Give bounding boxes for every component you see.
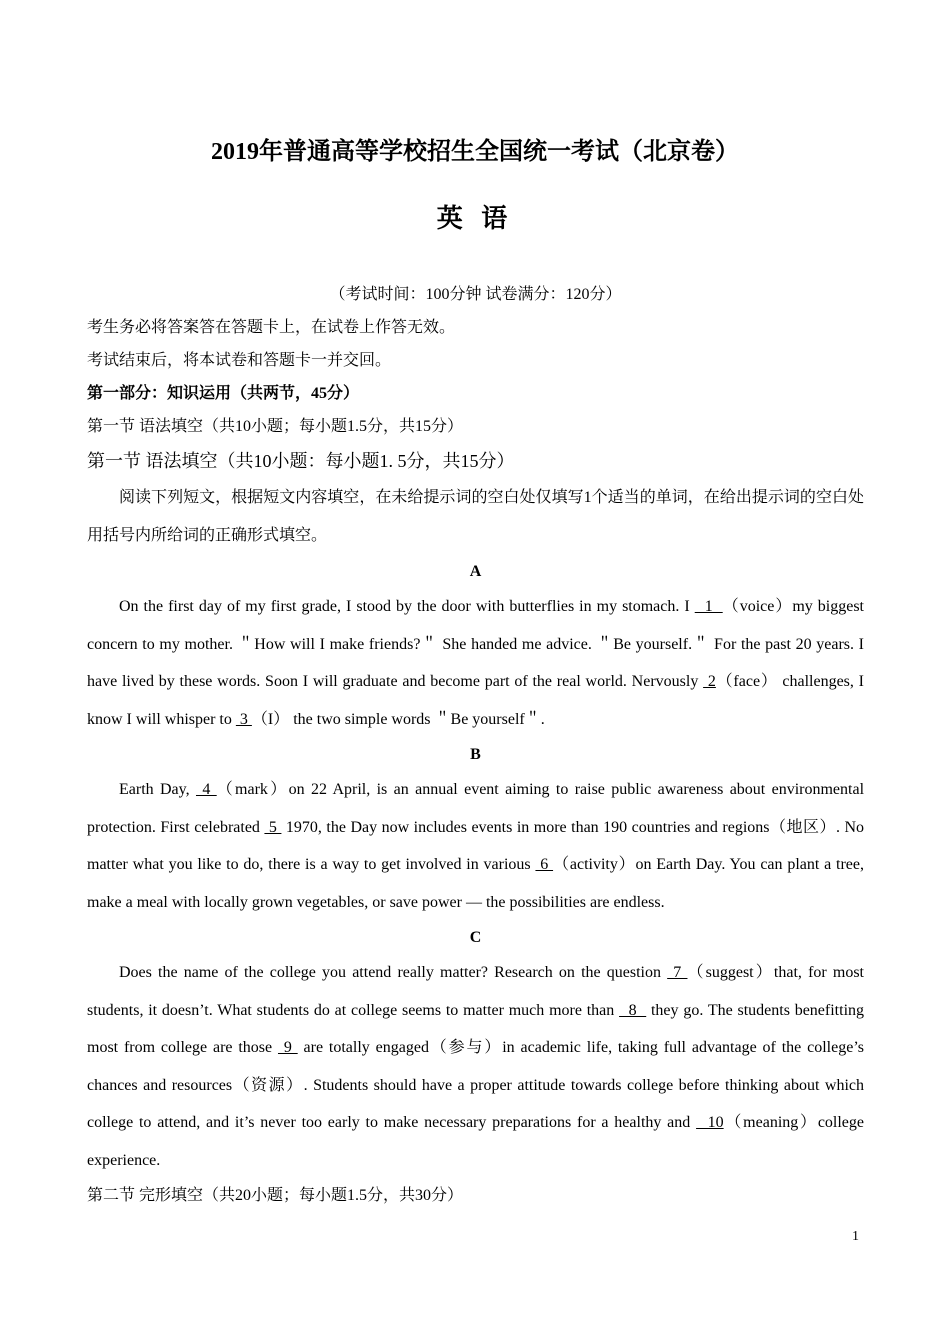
passage-a: [87, 588, 864, 738]
passage-text: （voice）my biggest concern to my mother. ＂How will I make friends?＂ She handed me advice. ＂Be yourself.＂ For the past 20 years. I have lived by these words. Soon I will graduate and become part of the real world. Nervously: [87, 598, 864, 690]
passage-text: are totally engaged（参与）in academic life, taking full advantage of the college’s chances and resources（资源）. Students should have a proper attitude towards college before thinking about which college to attend, and it’s never too early to make necessary preparations for a healthy and: [87, 1039, 864, 1131]
passage-text: Earth Day,: [119, 781, 196, 798]
instructions: 阅读下列短文，根据短文内容填空，在未给提示词的空白处仅填写1个适当的单词，在给出提示词的空白处用括号内所给词的正确形式填空。: [87, 489, 864, 544]
subject-title: 英 语: [436, 204, 514, 233]
blank-10: 10: [696, 1114, 724, 1131]
passage-text: On the first day of my first grade, I stood by the door with butterflies in my stomach. I: [119, 598, 695, 615]
passage-text: 1970, the Day now includes events in more than 190 countries and regions（地区）. No matter what you like to do, there is a way to get involved in various: [87, 818, 865, 873]
passage-text: Does the name of the college you attend really matter? Research on the question: [119, 964, 668, 981]
notice-1: 考生务必将答案答在答题卡上，在试卷上作答无效。: [87, 319, 456, 336]
section1-title-repeat: 第一节 语法填空（共10小题：每小题1. 5分，共15分）: [87, 451, 515, 471]
part1-title: 第一部分：知识运用（共两节，45分）: [87, 385, 360, 402]
passage-text: （meaning）college experience.: [87, 1114, 865, 1169]
section2-title: 第二节 完形填空（共20小题；每小题1.5分，共30分）: [87, 1187, 464, 1204]
exam-info: （考试时间：100分钟 试卷满分：120分）: [329, 286, 622, 303]
blank-7: 7: [667, 964, 688, 981]
section1-title: 第一节 语法填空（共10小题；每小题1.5分，共15分）: [87, 418, 464, 435]
passage-c: [87, 954, 864, 1179]
passage-a-label: A: [469, 563, 482, 580]
blank-5: 5: [264, 818, 282, 836]
blank-1: 1: [694, 598, 723, 615]
blank-4: 4: [195, 781, 217, 798]
passage-text: （mark）on 22 April, is an annual event aiming to raise public awareness about environmental protection. First celebrated: [87, 781, 865, 836]
blank-2: 2: [703, 673, 716, 690]
notice-2: 考试结束后，将本试卷和答题卡一并交回。: [87, 352, 392, 369]
page-content: [87, 278, 864, 1212]
passage-b: [87, 771, 864, 921]
passage-b-label: B: [470, 746, 481, 763]
passage-text: （I） the two simple words ＂Be yourself＂.: [251, 710, 545, 728]
blank-9: 9: [277, 1039, 298, 1056]
passage-text: they go. The students benefitting most from college are those: [87, 1001, 865, 1056]
passage-c-label: C: [469, 929, 482, 946]
exam-title: 2019年普通高等学校招生全国统一考试（北京卷）: [211, 139, 739, 165]
blank-3: 3: [235, 710, 252, 728]
page-number: 1: [852, 1229, 859, 1244]
blank-6: 6: [535, 856, 554, 873]
passage-text: （suggest）that, for most students, it doesn’t. What students do at college seems to matter much more than: [87, 964, 864, 1019]
passage-text: （face） challenges, I know I will whisper to: [87, 673, 865, 728]
passage-text: （activity）on Earth Day. You can plant a tree, make a meal with locally grown vegetables, or save power — the possibilities are endless.: [87, 856, 865, 911]
blank-8: 8: [619, 1001, 647, 1019]
